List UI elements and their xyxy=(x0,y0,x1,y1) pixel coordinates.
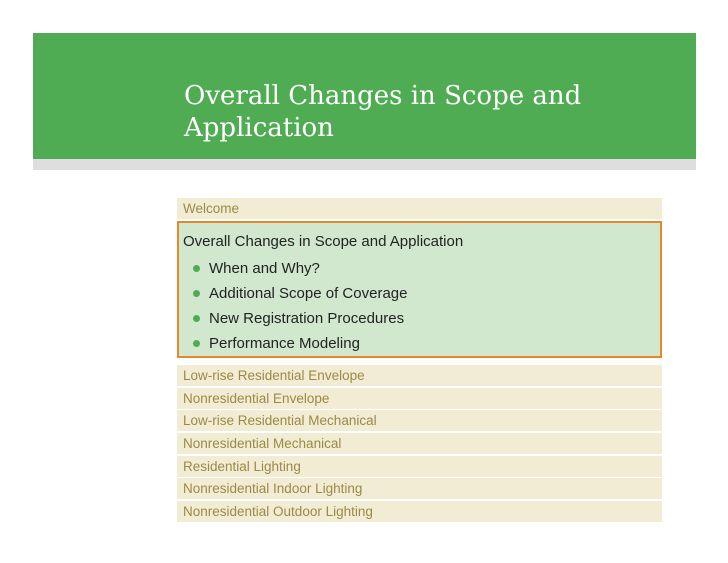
active-section-title[interactable]: Overall Changes in Scope and Application xyxy=(183,233,464,250)
list-item-label: When and Why? xyxy=(209,260,320,277)
section-menu xyxy=(177,198,662,221)
menu-item-nonresidential-outdoor-lighting[interactable]: Nonresidential Outdoor Lighting xyxy=(177,501,662,522)
menu-item-welcome[interactable]: Welcome xyxy=(177,198,662,219)
list-item-label: Additional Scope of Coverage xyxy=(209,285,408,302)
section-menu-lower xyxy=(177,365,662,524)
menu-item-nonresidential-envelope[interactable]: Nonresidential Envelope xyxy=(177,388,662,409)
slide-title: Overall Changes in Scope and Application xyxy=(184,81,582,143)
bullet-icon xyxy=(193,290,200,297)
bullet-icon xyxy=(193,315,200,322)
list-item[interactable] xyxy=(193,260,320,278)
list-item-label: New Registration Procedures xyxy=(209,310,405,327)
list-item[interactable] xyxy=(193,285,407,303)
menu-item-nonresidential-mechanical[interactable]: Nonresidential Mechanical xyxy=(177,433,662,454)
active-section xyxy=(177,221,662,358)
menu-item-nonresidential-indoor-lighting[interactable]: Nonresidential Indoor Lighting xyxy=(177,478,662,499)
bullet-icon xyxy=(193,340,200,347)
bullet-icon xyxy=(193,265,200,272)
list-item[interactable] xyxy=(193,310,404,328)
list-item-label: Performance Modeling xyxy=(209,335,360,352)
menu-item-residential-lighting[interactable]: Residential Lighting xyxy=(177,456,662,477)
title-banner-shadow xyxy=(33,159,696,170)
menu-item-lowrise-residential-envelope[interactable]: Low-rise Residential Envelope xyxy=(177,365,662,386)
menu-item-lowrise-residential-mechanical[interactable]: Low-rise Residential Mechanical xyxy=(177,410,662,431)
list-item[interactable] xyxy=(193,335,360,353)
